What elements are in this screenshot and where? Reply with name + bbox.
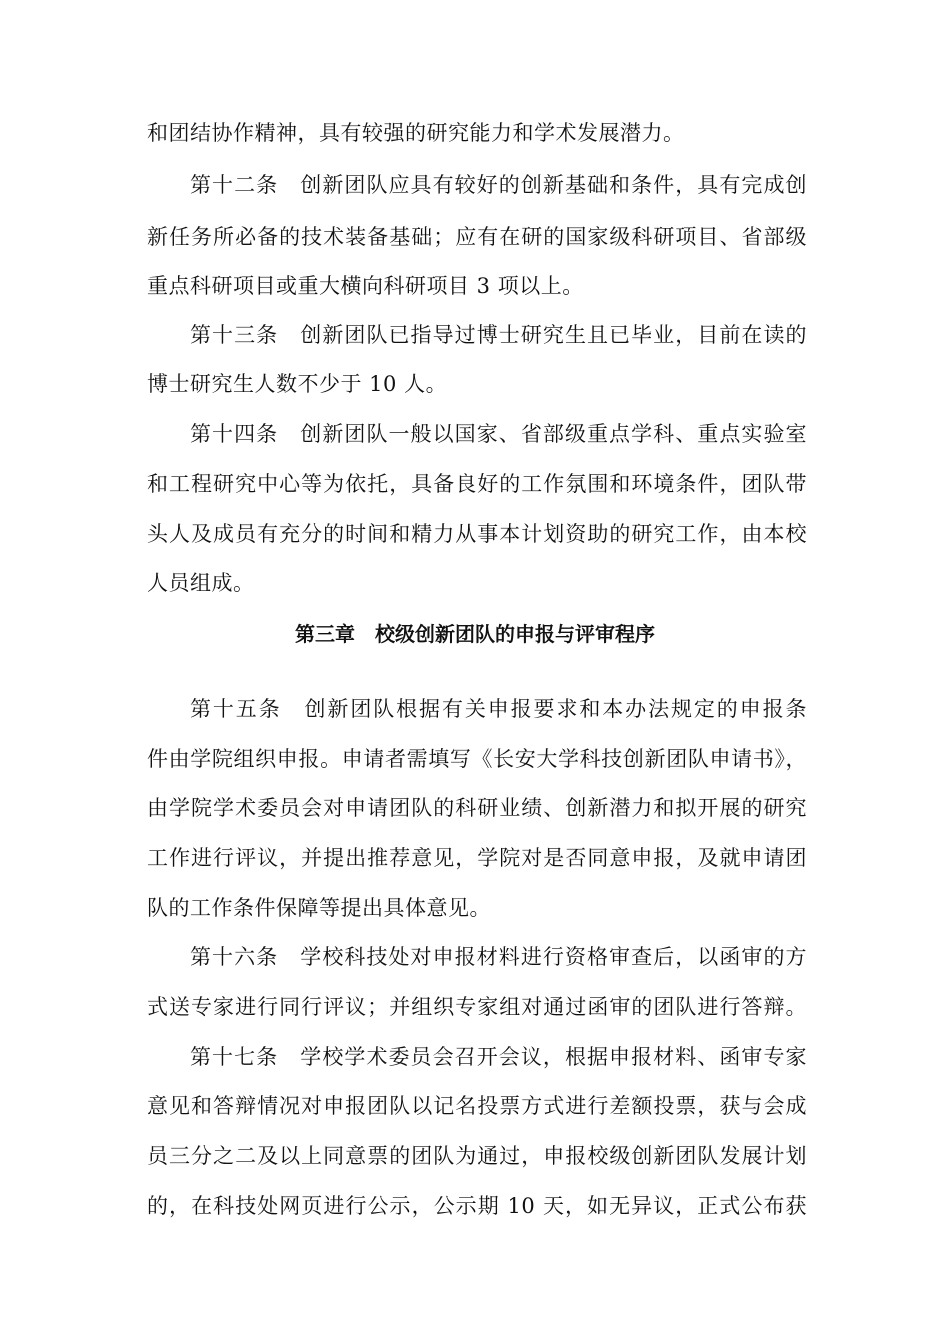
- paragraph-line: 和团结协作精神，具有较强的研究能力和学术发展潜力。: [147, 121, 685, 145]
- article-13-line: 第十三条 创新团队已指导过博士研究生且已毕业，目前在读的: [190, 323, 807, 347]
- paragraph-line: 人员组成。: [147, 571, 255, 595]
- paragraph-line: 件由学院组织申报。申请者需填写《长安大学科技创新团队申请书》，: [147, 747, 807, 771]
- paragraph-line: 队的工作条件保障等提出具体意见。: [147, 896, 491, 920]
- paragraph-line: 员三分之二及以上同意票的团队为通过，申报校级创新团队发展计划: [147, 1144, 807, 1168]
- article-16-line: 第十六条 学校科技处对申报材料进行资格审查后，以函审的方: [190, 945, 807, 969]
- article-14-line: 第十四条 创新团队一般以国家、省部级重点学科、重点实验室: [190, 422, 807, 446]
- paragraph-line: 新任务所必备的技术装备基础；应有在研的国家级科研项目、省部级: [147, 225, 807, 249]
- paragraph-line: 博士研究生人数不少于 10 人。: [147, 372, 448, 396]
- article-17-line: 第十七条 学校学术委员会召开会议，根据申报材料、函审专家: [190, 1045, 807, 1069]
- paragraph-line: 意见和答辩情况对申报团队以记名投票方式进行差额投票，获与会成: [147, 1094, 807, 1118]
- paragraph-line: 头人及成员有充分的时间和精力从事本计划资助的研究工作，由本校: [147, 522, 807, 546]
- paragraph-line: 由学院学术委员会对申请团队的科研业绩、创新潜力和拟开展的研究: [147, 796, 807, 820]
- article-15-line: 第十五条 创新团队根据有关申报要求和本办法规定的申报条: [190, 697, 807, 721]
- article-12-line: 第十二条 创新团队应具有较好的创新基础和条件，具有完成创: [190, 173, 807, 197]
- paragraph-line: 重点科研项目或重大横向科研项目 3 项以上。: [147, 274, 584, 298]
- paragraph-line: 的，在科技处网页进行公示，公示期 10 天，如无异议，正式公布获: [147, 1194, 807, 1218]
- paragraph-line: 和工程研究中心等为依托，具备良好的工作氛围和环境条件，团队带: [147, 472, 807, 496]
- paragraph-line: 式送专家进行同行评议；并组织专家组对通过函审的团队进行答辩。: [147, 995, 807, 1019]
- paragraph-line: 工作进行评议，并提出推荐意见，学院对是否同意申报，及就申请团: [147, 846, 807, 870]
- chapter-heading: 第三章 校级创新团队的申报与评审程序: [295, 622, 655, 646]
